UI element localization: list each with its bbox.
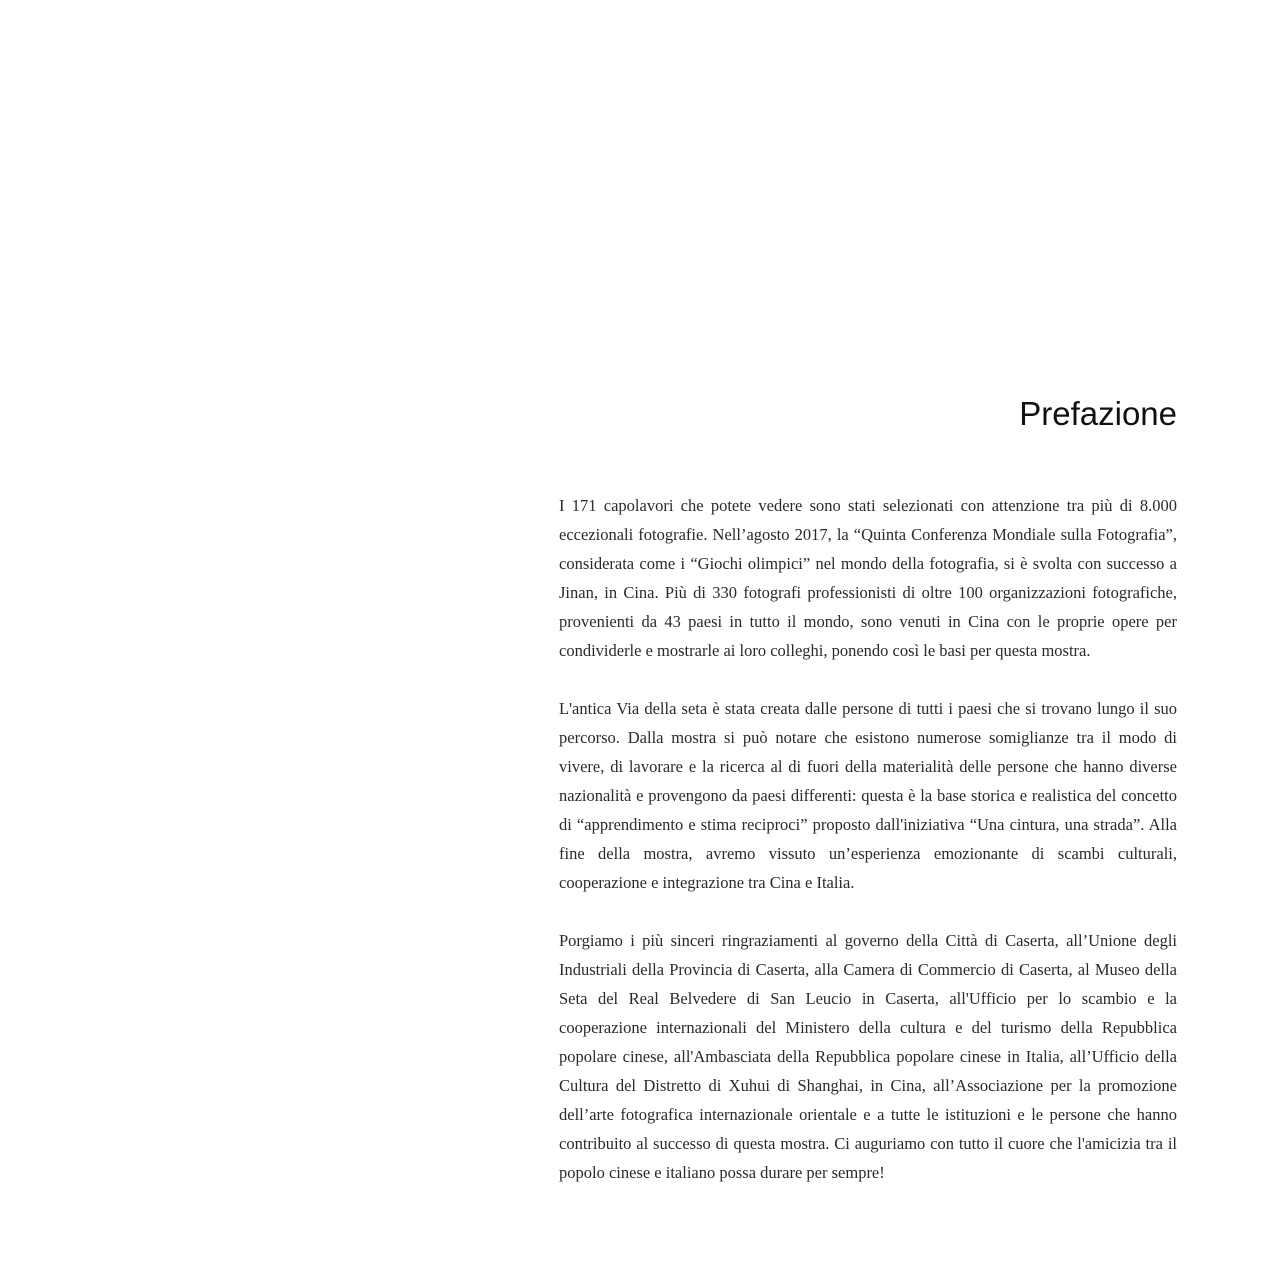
paragraph-intro: I 171 capolavori che potete vedere sono stati selezionati con attenzione tra più di 8.000 eccezionali fotografie. Nell’agosto 2017, la “Quinta Conferenza Mondiale sulla Fotografia”, considerata come i “Giochi olimpici” nel mondo della fotografia, si è svolta con successo a Jinan, in Cina. Più di 330 fotografi professionisti di oltre 100 organizzazioni fotografiche, provenienti da 43 paesi in tutto il mondo, sono venuti in Cina con le proprie opere per condividerle e mostrarle ai loro colleghi, ponendo così le basi per questa mostra. — [559, 496, 1177, 660]
preface-body — [559, 491, 1177, 1187]
page-title: Prefazione — [1019, 395, 1177, 432]
paragraph-silk-road: L'antica Via della seta è stata creata dalle persone di tutti i paesi che si trovano lungo il suo percorso. Dalla mostra si può notare che esistono numerose somiglianze tra il modo di vivere, di lavorare e la ricerca al di fuori della materialità delle persone che hanno diverse nazionalità e provengono da paesi differenti: questa è la base storica e realistica del concetto di “apprendimento e stima reciproci” proposto dall'iniziativa “Una cintura, una strada”. Alla fine della mostra, avremo vissuto un’esperienza emozionante di scambi culturali, cooperazione e integrazione tra Cina e Italia. — [559, 699, 1177, 892]
paragraph-acknowledgements: Porgiamo i più sinceri ringraziamenti al governo della Città di Caserta, all’Unione degli Industriali della Provincia di Caserta, alla Camera di Commercio di Caserta, al Museo della Seta del Real Belvedere di San Leucio in Caserta, all'Ufficio per lo scambio e la cooperazione internazionali del Ministero della cultura e del turismo della Repubblica popolare cinese, all'Ambasciata della Repubblica popolare cinese in Italia, all’Ufficio della Cultura del Distretto di Xuhui di Shanghai, in Cina, all’Associazione per la promozione dell’arte fotografica internazionale orientale e a tutte le istituzioni e le persone che hanno contribuito al successo di questa mostra. Ci auguriamo con tutto il cuore che l'amicizia tra il popolo cinese e italiano possa durare per sempre! — [559, 931, 1177, 1182]
